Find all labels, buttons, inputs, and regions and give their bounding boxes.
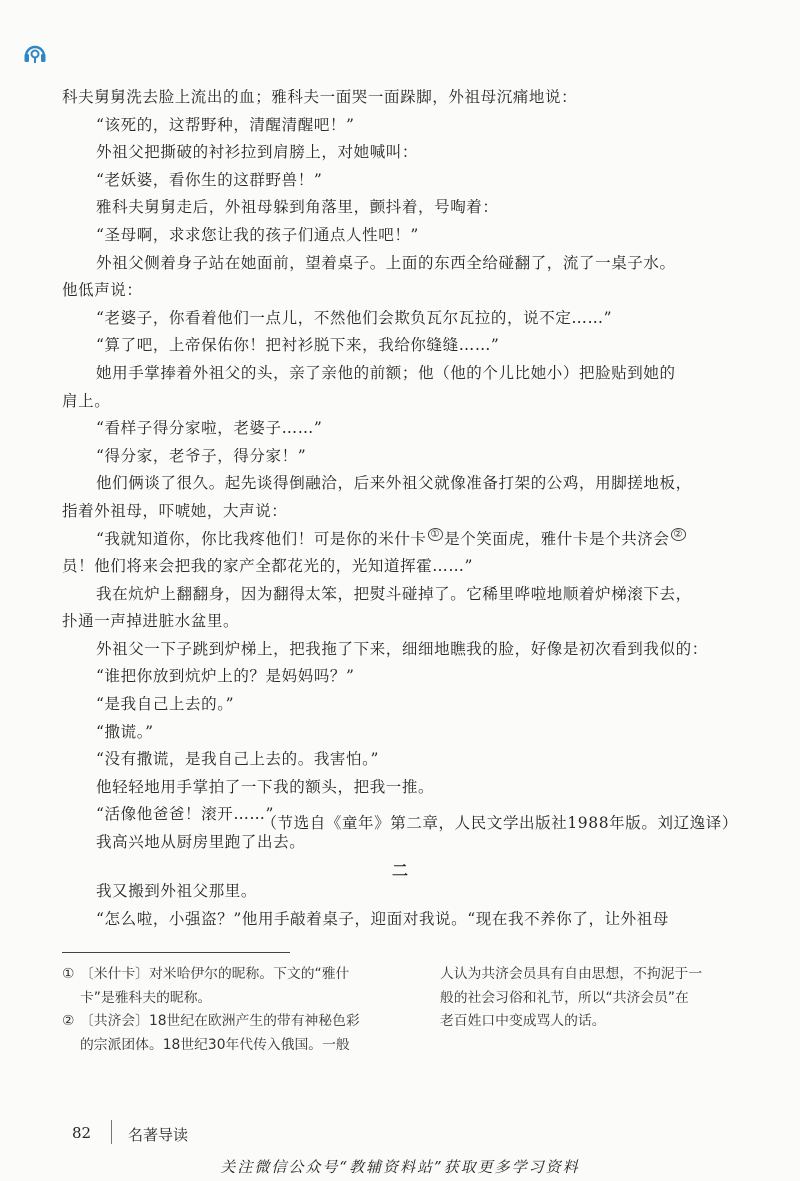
paragraph-line: 她用手掌捧着外祖父的头，亲了亲他的前额；他（他的个儿比她小）把脸贴到她的 — [96, 363, 676, 382]
paragraph-line: 雅科夫舅舅走后，外祖母躲到角落里，颤抖着，号啕着： — [96, 198, 499, 217]
footnote-number: ① — [62, 966, 75, 982]
footnote-line — [62, 1034, 402, 1058]
paragraph-line: 肩上。 — [62, 391, 111, 410]
paragraph-line: “撒谎。” — [96, 722, 154, 741]
paragraph-line: 我又搬到外祖父那里。 — [96, 882, 258, 900]
footnote-text: 〔共济会〕18世纪在欧洲产生的带有神秘色彩 — [80, 1013, 360, 1029]
paragraph-line: 科夫舅舅洗去脸上流出的血；雅科夫一面哭一面跺脚，外祖母沉痛地说： — [62, 88, 578, 106]
footnote-number: ② — [62, 1013, 75, 1029]
footnote-line: 般的社会习俗和礼节，所以“共济会员”在 — [440, 989, 689, 1006]
footnote-line — [62, 963, 402, 987]
paragraph-line: “谁把你放到炕炉上的？是妈妈吗？” — [96, 667, 355, 686]
headphones-audio-icon — [22, 40, 48, 66]
paragraph-line: “算了吧，上帝保佑你！把衬衫脱下来，我给你缝缝……” — [96, 336, 500, 355]
paragraph-line: 他们俩谈了很久。起先谈得倒融洽，后来外祖父就像准备打架的公鸡，用脚搓地板， — [96, 474, 692, 493]
watermark-text: 关注微信公众号“教辅资料站”获取更多学习资料 — [220, 1158, 580, 1176]
paragraph-line: 扑通一声掉进脏水盆里。 — [62, 612, 240, 631]
paragraph-line: 我高兴地从厨房里跑了出去。 — [96, 833, 306, 852]
paragraph-line: “老妖婆，看你生的这群野兽！” — [96, 170, 323, 189]
paragraph-line: 我在炕炉上翻翻身，因为翻得太笨，把熨斗碰掉了。它稀里哗啦地顺着炉梯滚下去， — [96, 584, 692, 603]
footnotes-right-column — [440, 963, 740, 1034]
paragraph-line: 他低声说： — [62, 281, 143, 300]
footnote-ref-2[interactable]: ② — [671, 528, 687, 541]
paragraph-line-with-footnotes — [62, 526, 738, 554]
paragraph-line: 外祖父侧着身子站在她面前，望着桌子。上面的东西全给碰翻了，流了一桌子水。 — [96, 253, 676, 272]
paragraph-text: 是个笑面虎，雅什卡是个共济会 — [444, 529, 670, 548]
paragraph-line: “该死的，这帮野种，清醒清醒吧！” — [96, 115, 355, 134]
paragraph-line: 外祖父把撕破的衬衫拉到肩膀上，对她喊叫： — [96, 143, 419, 162]
footnote-text: 卡”是雅科夫的昵称。 — [80, 989, 212, 1006]
main-text-part2 — [62, 878, 738, 933]
footnote-line: 老百姓口中变成骂人的话。 — [440, 1013, 606, 1029]
paragraph-line: “是我自己上去的。” — [96, 695, 235, 714]
footnote-line — [62, 1010, 402, 1034]
section-title: 二 — [391, 861, 408, 880]
paragraph-text: “我就知道你，你比我疼他们！可是你的米什卡 — [96, 529, 427, 548]
footer-separator — [111, 1120, 112, 1144]
footnote-text: 〔米什卡〕对米哈伊尔的昵称。下文的“雅什 — [80, 966, 350, 982]
paragraph-line: “怎么啦，小强盗？”他用手敲着桌子，迎面对我说。“现在我不养你了，让外祖母 — [96, 909, 669, 928]
footnote-line — [62, 987, 402, 1011]
paragraph-line: “圣母啊，求求您让我的孩子们通点人性吧！” — [96, 225, 419, 244]
paragraph-line: “得分家，老爷子，得分家！” — [96, 446, 307, 465]
paragraph-line: “看样子得分家啦，老婆子……” — [96, 419, 323, 438]
page-number: 82 — [72, 1124, 92, 1142]
paragraph-line: 指着外祖母，吓唬她，大声说： — [62, 501, 288, 520]
paragraph-line: “活像他爸爸！滚开……” — [96, 805, 275, 824]
paragraph-line: “没有撒谎，是我自己上去的。我害怕。” — [96, 750, 379, 769]
source-citation: （节选自《童年》第二章，人民文学出版社1988年版。刘辽逸译） — [261, 814, 738, 832]
footnote-ref-1[interactable]: ① — [428, 528, 444, 541]
paragraph-line: 员！他们将来会把我的家产全都花光的，光知道挥霍……” — [62, 557, 474, 576]
footnote-divider — [62, 952, 290, 953]
footnote-text: 的宗派团体。18世纪30年代传入俄国。一般 — [80, 1036, 350, 1053]
footnote-line: 人认为共济会员具有自由思想，不拘泥于一 — [440, 966, 703, 982]
paragraph-line: 他轻轻地用手掌拍了一下我的额头，把我一推。 — [96, 777, 435, 796]
paragraph-line: “老婆子，你看着他们一点儿，不然他们会欺负瓦尔瓦拉的，说不定……” — [96, 308, 613, 327]
paragraph-line: 外祖父一下子跳到炉梯上，把我拖了下来，细细地瞧我的脸，好像是初次看到我似的： — [96, 639, 708, 658]
main-text-part1 — [62, 84, 738, 857]
book-title: 名著导读 — [128, 1126, 189, 1144]
footnotes-left-column — [62, 963, 402, 1057]
